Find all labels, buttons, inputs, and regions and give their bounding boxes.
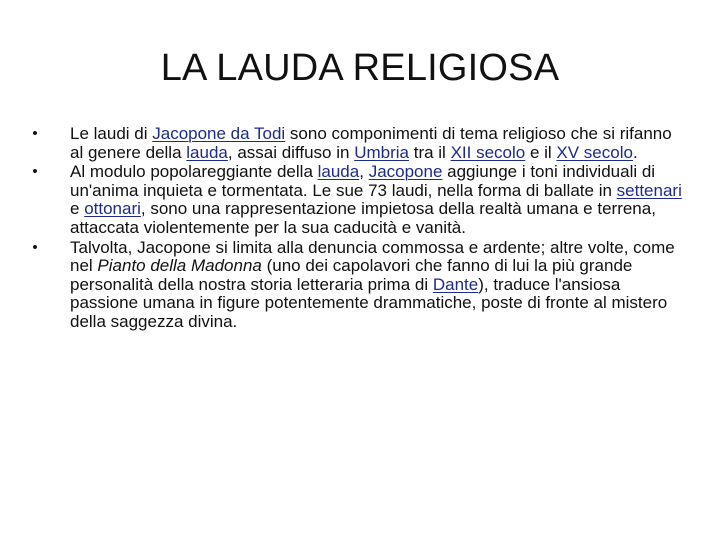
bullet-item — [28, 239, 688, 332]
text-segment: Talvolta, Jacopone si limita alla denuncia commossa e ardente; altre volte, come nel — [70, 237, 675, 276]
link-settenari[interactable]: settenari — [616, 180, 682, 200]
link-dante[interactable]: Dante — [432, 274, 479, 294]
bullet-text — [70, 162, 682, 237]
link-lauda[interactable]: lauda — [317, 162, 360, 182]
link-xv-secolo[interactable]: XV secolo — [556, 142, 633, 162]
link-jacopone[interactable]: Jacopone — [368, 162, 443, 182]
text-segment: (uno dei capolavori che fanno di lui la più grande personalità della nostra storia letteraria prima di — [70, 256, 633, 294]
text-segment: ), traduce l'ansiosa passione umana in figure potentemente drammatiche, poste di fronte al mistero della saggezza divina. — [70, 274, 668, 331]
text-segment: sono componimenti di tema religioso che si rifanno al genere della — [70, 124, 672, 162]
text-segment: Al modulo popolareggiante della — [70, 162, 318, 182]
text-segment: e — [70, 199, 85, 219]
bullet-item — [28, 163, 688, 237]
link-xii-secolo[interactable]: XII secolo — [450, 142, 526, 162]
text-segment: aggiunge i toni individuali di un'anima inquieta e tormentata. Le sue 73 laudi, nella forma di ballate in — [70, 162, 656, 200]
bullet-icon: • — [32, 238, 38, 256]
slide-title: LA LAUDA RELIGIOSA — [160, 47, 560, 89]
bullet-text — [70, 124, 672, 162]
bullet-list — [28, 125, 688, 333]
text-segment: , sono una rappresentazione impietosa della realtà umana e terrena, attaccata violentemente per la sua caducità e vanità. — [70, 199, 656, 237]
link-ottonari[interactable]: ottonari — [84, 199, 141, 219]
bullet-text — [70, 238, 675, 331]
text-segment: tra il — [409, 142, 451, 162]
bullet-icon: • — [32, 163, 38, 181]
bullet-icon: • — [32, 125, 38, 142]
text-segment: e il — [525, 142, 557, 162]
link-lauda[interactable]: lauda — [186, 142, 228, 162]
link-jacopone-da-todi[interactable]: Jacopone da Todi — [152, 124, 286, 143]
bullet-item — [28, 125, 688, 162]
text-segment: Le laudi di — [70, 124, 153, 143]
link-umbria[interactable]: Umbria — [354, 142, 409, 162]
text-segment: , — [359, 162, 369, 182]
text-segment: , assai diffuso in — [227, 142, 355, 162]
italic-work-title: Pianto della Madonna — [97, 256, 262, 276]
text-segment: . — [632, 142, 638, 162]
